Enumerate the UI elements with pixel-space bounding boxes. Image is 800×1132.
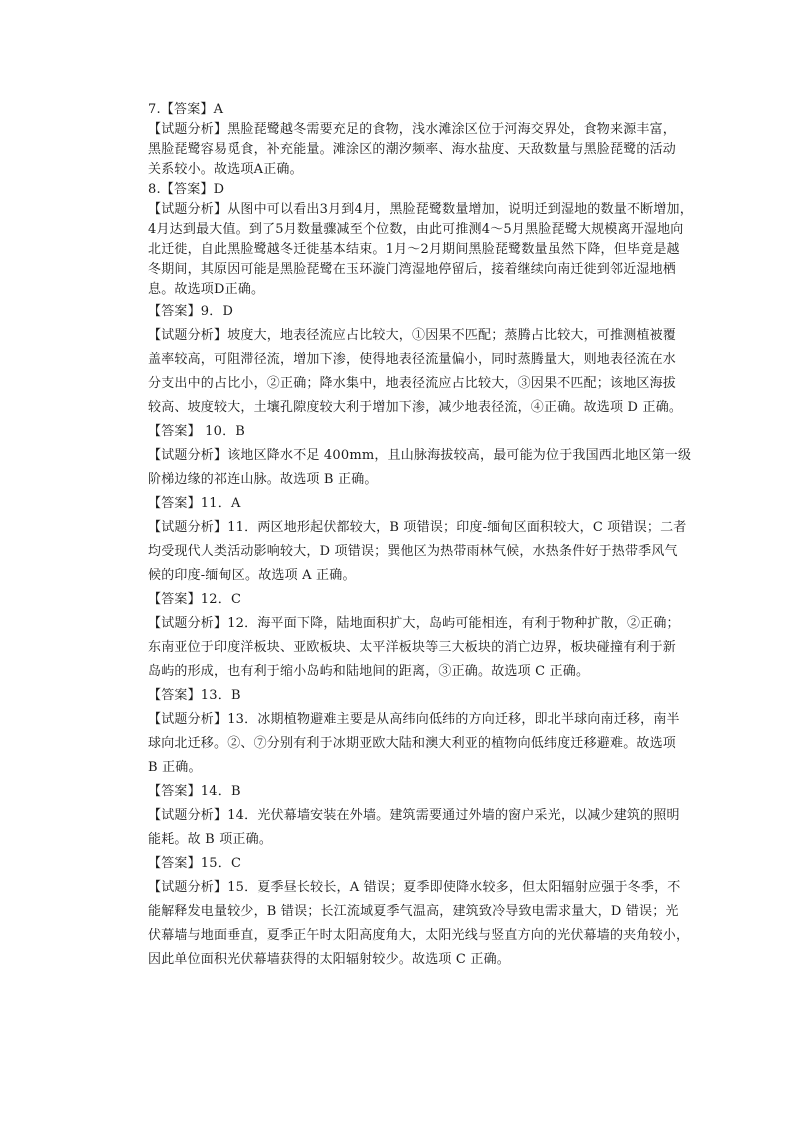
analysis-line: 北迁徙，自此黑脸鹭越冬迁徙基本结束。1月～2月期间黑脸琵鹭数量虽然下降，但毕竟是越 xyxy=(148,242,680,257)
analysis-line: 【试题分析】11．两区地形起伏都较大，B 项错误；印度-缅甸区面积较大，C 项错误；二者 xyxy=(148,520,687,535)
answer-line: 【答案】12．C xyxy=(148,592,242,607)
answer-entry-10 xyxy=(148,420,692,492)
analysis-line: 息。故选项D正确。 xyxy=(148,282,265,297)
analysis-line: 球向北迁移。②、⑦分别有利于冰期亚欧大陆和澳大利亚的植物向低纬度迁移避难。故选项 xyxy=(148,736,677,751)
analysis-line: 【试题分析】该地区降水不足 400mm，且山脉海拔较高，最可能为位于我国西北地区第一级 xyxy=(148,448,692,463)
answer-line: 8.【答案】D xyxy=(148,182,225,197)
answer-line: 【答案】 10．B xyxy=(148,424,246,439)
analysis-line: 伏幕墙与地面垂直，夏季正午时太阳高度角大，太阳光线与竖直方向的光伏幕墙的夹角较小， xyxy=(148,928,690,943)
analysis-line: 均受现代人类活动影响较大，D 项错误；巽他区为热带雨林气候，水热条件好于热带季风气 xyxy=(148,544,678,559)
answer-sheet xyxy=(148,100,693,972)
analysis-line: 【试题分析】14．光伏幕墙安装在外墙。建筑需要通过外墙的窗户采光，以减少建筑的照明 xyxy=(148,808,680,823)
answer-entry-13 xyxy=(148,684,680,780)
analysis-line: 【试题分析】从图中可以看出3月到4月，黑脸琵鹭数量增加，说明迁到湿地的数量不断增加， xyxy=(148,202,693,217)
analysis-line: 【试题分析】12．海平面下降，陆地面积扩大，岛屿可能相连，有利于物种扩散，②正确； xyxy=(148,616,680,631)
answer-entry-7 xyxy=(148,100,677,180)
answer-entry-11 xyxy=(148,492,687,588)
analysis-line: 【试题分析】坡度大，地表径流应占比较大，①因果不匹配；蒸腾占比较大，可推测植被覆 xyxy=(148,328,677,343)
answer-line: 【答案】9．D xyxy=(148,304,234,319)
analysis-line: 关系较小。故选项A正确。 xyxy=(148,162,303,177)
answer-line: 【答案】11．A xyxy=(148,496,241,511)
analysis-line: 较高、坡度较大，土壤孔隙度较大利于增加下渗，减少地表径流，④正确。故选项 D 正确。 xyxy=(148,400,683,415)
analysis-line: 【试题分析】13．冰期植物避难主要是从高纬向低纬的方向迁移，即北半球向南迁移，南半 xyxy=(148,712,680,727)
analysis-line: 盖率较高，可阻滞径流，增加下渗，使得地表径流量偏小，同时蒸腾量大，则地表径流在水 xyxy=(148,352,677,367)
answer-entry-8 xyxy=(148,180,693,300)
answer-line: 【答案】15．C xyxy=(148,856,242,871)
analysis-line: 【试题分析】15．夏季昼长较长，A 错误；夏季即使降水较多，但太阳辐射应强于冬季，不 xyxy=(148,880,681,895)
analysis-line: 东南亚位于印度洋板块、亚欧板块、太平洋板块等三大板块的消亡边界，板块碰撞有利于新 xyxy=(148,640,677,655)
analysis-line: 冬期间，其原因可能是黑脸琵鹭在玉环漩门湾湿地停留后，接着继续向南迁徙到邻近湿地栖 xyxy=(148,262,677,277)
answer-entry-15 xyxy=(148,852,690,972)
answer-line: 【答案】13．B xyxy=(148,688,241,703)
analysis-line: B 正确。 xyxy=(148,760,202,775)
analysis-line: 因此单位面积光伏幕墙获得的太阳辐射较少。故选项 C 正确。 xyxy=(148,952,511,967)
analysis-line: 岛屿的形成，也有利于缩小岛屿和陆地间的距离，③正确。故选项 C 正确。 xyxy=(148,664,590,679)
analysis-line: 4月达到最大值。到了5月数量骤减至个位数，由此可推测4～5月黑脸琵鹭大规模离开湿地向 xyxy=(148,222,684,237)
analysis-line: 分支出中的占比小，②正确；降水集中，地表径流应占比较大，③因果不匹配；该地区海拔 xyxy=(148,376,677,391)
analysis-line: 黑脸琵鹭容易觅食，补充能量。滩涂区的潮汐频率、海水盐度、天敌数量与黑脸琵鹭的活动 xyxy=(148,142,677,157)
answer-entry-12 xyxy=(148,588,680,684)
answer-line: 7.【答案】A xyxy=(148,102,224,117)
analysis-line: 【试题分析】黑脸琵鹭越冬需要充足的食物，浅水滩涂区位于河海交界处，食物来源丰富， xyxy=(148,122,677,137)
analysis-line: 阶梯边缘的祁连山脉。故选项 B 正确。 xyxy=(148,472,378,487)
analysis-line: 能耗。故 B 项正确。 xyxy=(148,832,273,847)
answer-entry-9 xyxy=(148,300,683,420)
analysis-line: 候的印度-缅甸区。故选项 A 正确。 xyxy=(148,568,356,583)
answer-entry-14 xyxy=(148,780,680,852)
answer-line: 【答案】14．B xyxy=(148,784,241,799)
analysis-line: 能解释发电量较少，B 错误；长江流域夏季气温高，建筑致冷导致电需求量大，D 错误；光 xyxy=(148,904,679,919)
